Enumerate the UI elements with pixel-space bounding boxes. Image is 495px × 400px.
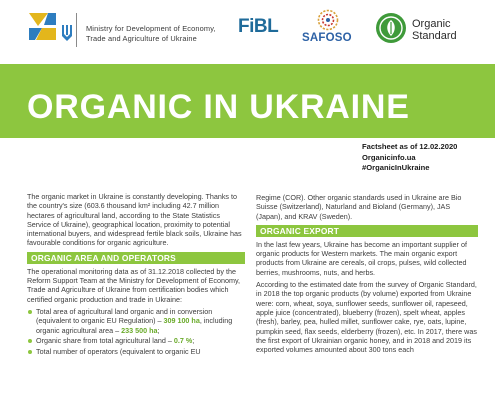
safoso-mark-icon [316, 9, 340, 31]
title-band-bottom [0, 126, 495, 138]
organic-standard-line2: Standard [412, 30, 457, 42]
standards-paragraph: Regime (COR). Other organic standards used in Ukraine are Bio Suisse (Switzerland), Naturland and Bioland (Germany), JAS (Japan), and KRAV (Sweden). [256, 193, 462, 221]
section-heading-area-operators: ORGANIC AREA AND OPERATORS [27, 252, 245, 264]
hashtag: #OrganicInUkraine [362, 163, 430, 173]
ministry-logo [26, 9, 226, 49]
fibl-logo: FiBL [238, 16, 279, 37]
list-item: Total number of operators (equivalent to organic EU [27, 347, 245, 356]
left-column [27, 192, 245, 358]
export-survey-paragraph: According to the estimated date from the survey of Organic Standard, in 2018 the top organic products (by volume) exported from Ukraine were: corn, wheat, soya, sunflower seeds, sunflower oil, rapeseed, apple juice (concentrated), blueberry (frozen), spelt wheat, apples (fresh), barley, pea, hulled millet, sunflower cake, rye, oats, lupine, pumpkin seed, flax seeds, elderberry (frozen), etc. In 2017, there was the first export of Ukrainian organic honey, and in 2018 and 2019 its exported volumes amounted about 300 tons each [256, 280, 477, 355]
ministry-emblem-icon [26, 9, 58, 43]
organic-standard-line1: Organic [412, 18, 451, 30]
ministry-name: Ministry for Development of Economy, Trade and Agriculture of Ukraine [86, 24, 216, 43]
section-heading-organic-export: ORGANIC EXPORT [256, 225, 478, 237]
intro-paragraph: The organic market in Ukraine is constantly developing. Thanks to the country's size (603.6 thousand km² including 42.7 million hectares of agricultural land, according to the State Statistics Service of Ukraine), geographical location, proximity to potential international buyers, and widespread fertile black soils, Ukraine has favourable conditions for organic agriculture. [27, 192, 242, 248]
monitoring-paragraph: The operational monitoring data as of 31.12.2018 collected by the Reform Support Team at the Ministry for Development of Economy, Trade and Agriculture of Ukraine from certification bodies which certified organic production and trade in Ukraine: [27, 266, 241, 304]
trident-icon [60, 23, 74, 43]
list-item: Total area of agricultural land organic and in conversion (equivalent to organic EU Regulation) – 309 100 ha, including organic agricultural area – 233 500 ha; [27, 307, 245, 335]
title-band [0, 86, 495, 126]
factsheet-meta [362, 142, 492, 174]
export-intro-paragraph: In the last few years, Ukraine has become an important supplier of organic products for Western markets. The main organic export products from Ukraine are cereals, oil crops, pulses, wild collected berries, mushrooms, nuts, and herbs. [256, 239, 467, 277]
organic-standard-icon [375, 12, 407, 44]
stats-list [27, 307, 245, 356]
logo-bar [0, 0, 495, 58]
website-link[interactable]: Organicinfo.ua [362, 152, 416, 162]
safoso-label: SAFOSO [302, 32, 352, 44]
page-title: ORGANIC IN UKRAINE [27, 88, 410, 126]
organic-standard-logo [375, 12, 485, 46]
logo-divider [76, 13, 77, 47]
safoso-logo [300, 9, 360, 47]
title-band-top [0, 64, 495, 86]
list-item: Organic share from total agricultural land – 0.7 %; [27, 336, 245, 345]
factsheet-date: Factsheet as of 12.02.2020 [362, 142, 458, 151]
right-column [256, 193, 478, 357]
